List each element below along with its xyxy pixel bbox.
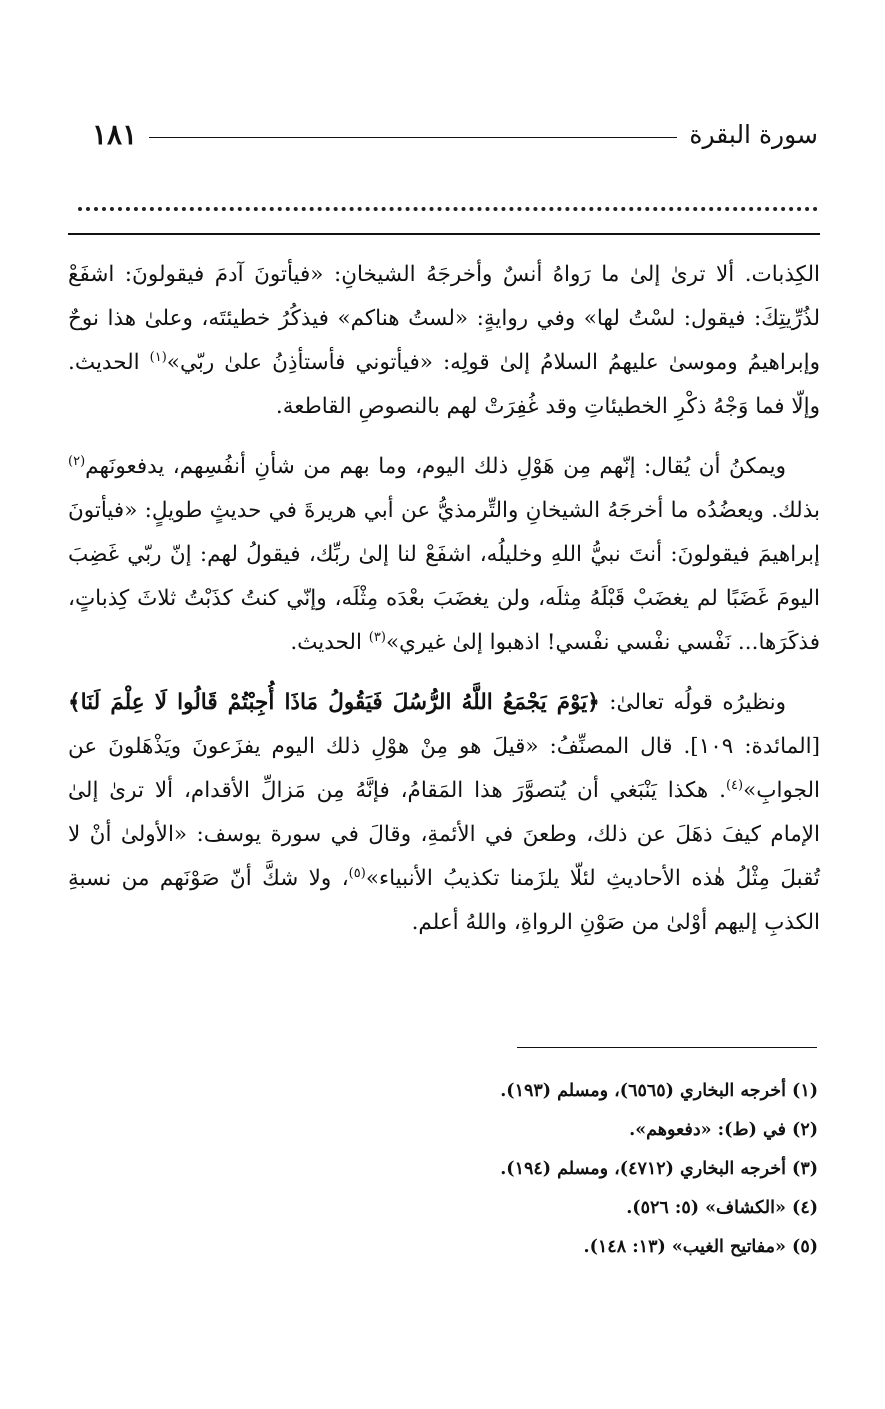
footnote-2: (٢) في (ط): «دفعوهم». xyxy=(629,1120,818,1140)
footnote-rule xyxy=(517,1047,817,1048)
footnotes xyxy=(68,1072,818,1267)
footnote-1: (١) أخرجه البخاري (٦٥٦٥)، ومسلم (١٩٣). xyxy=(500,1081,818,1101)
footnote-ref[interactable]: (١) xyxy=(149,349,167,365)
paragraph-1: الكِذبات. ألا ترىٰ إلىٰ ما رَواهُ أنسٌ وأخرجَهُ الشيخانِ: «فيأتونَ آدمَ فيقولونَ: اشفَعْ لذُرِّيتِكَ: فيقول: لسْتُ لها» وفي روايةٍ: «لستُ هناكم» فيذكُرُ خطيئتَه، وعلىٰ هذا نوحٌ وإبراهيمُ وموسىٰ عليهمُ السلامُ إلىٰ قولِه: «فيأتوني فأستأذِنُ علىٰ ربّي»$^{(١)}$ الحديث. وإلّا فما وَجْهُ ذكْرِ الخطيئاتِ وقد غُفِرَتْ لهم بالنصوصِ القاطعة. xyxy=(68,262,820,419)
running-header xyxy=(92,114,818,154)
surah-title: سورة البقرة xyxy=(689,119,818,149)
main-text xyxy=(68,253,820,961)
quran-verse: ﴿يَوْمَ يَجْمَعُ اللَّهُ الرُّسُلَ فَيَقُولُ مَاذَا أُجِبْتُمْ قَالُوا لَا عِلْمَ لَنَا﴾ xyxy=(68,690,600,715)
paragraph-3: ونظيرُه قولُه تعالىٰ: ﴿يَوْمَ يَجْمَعُ اللَّهُ الرُّسُلَ فَيَقُولُ مَاذَا أُجِبْتُمْ قَالُوا لَا عِلْمَ لَنَا﴾ [المائدة: ١٠٩]. قال المصنِّفُ: «قيلَ هو مِنْ هوْلِ ذلك اليوم يفزَعونَ ويَذْهَلونَ عن الجوابِ»$^{(٤)}$. هكذا يَنْبَغي أن يُتصوَّرَ هذا المَقامُ، فإنَّهُ مِن مَزالِّ الأقدام، ألا ترىٰ إلىٰ الإمام كيفَ ذهَلَ عن ذلك، وطعنَ في الأئمةِ، وقالَ في سورة يوسف: «الأولىٰ أنْ لا تُقبلَ مِثْلُ هٰذه الأحاديثِ لئلّا يلزَمنا تكذيبُ الأنبياء»$^{(٥)}$، ولا شكَّ أنّ صَوْنَهم من نسبةِ الكذبِ إليهم أوْلىٰ من صَوْنِ الرواةِ، واللهُ أعلم. xyxy=(68,690,820,935)
footnote-3: (٣) أخرجه البخاري (٤٧١٢)، ومسلم (١٩٤). xyxy=(500,1159,818,1179)
footnote-4: (٤) «الكشاف» (٥: ٥٢٦). xyxy=(626,1198,818,1218)
paragraph-2: ويمكنُ أن يُقال: إنّهم مِن هَوْلِ ذلك اليوم، وما بهم من شأنِ أنفُسِهم، يدفعونَهم$^{(٢)}$ بذلك. ويعضُدُه ما أخرجَهُ الشيخانِ والتِّرمذيُّ عن أبي هريرةَ في حديثٍ طويلٍ: «فيأتونَ إبراهيمَ فيقولونَ: أنتَ نبيُّ اللهِ وخليلُه، اشفَعْ لنا إلىٰ ربِّك، فيقولُ لهم: إنّ ربّي غَضِبَ اليومَ غَضَبًا لم يغضَبْ قَبْلَهُ مِثلَه، ولن يغضَبَ بعْدَه مِثْلَه، وإنّي كنتُ كذَبْتُ ثلاثَ كِذباتٍ، فذكَرَها... نَفْسي نفْسي نفْسي! اذهبوا إلىٰ غيري»$^{(٣)}$ الحديث. xyxy=(68,453,820,655)
header-rule xyxy=(149,137,677,138)
footnote-ref[interactable]: (٥) xyxy=(348,865,366,881)
footnote-5: (٥) «مفاتيح الغيب» (١٣: ١٤٨). xyxy=(583,1237,818,1257)
footnote-ref[interactable]: (٢) xyxy=(68,453,86,469)
text-top-rule xyxy=(68,233,820,235)
page-number: ١٨١ xyxy=(92,117,138,151)
footnote-ref[interactable]: (٣) xyxy=(368,629,386,645)
dotted-separator xyxy=(78,197,818,211)
footnote-ref[interactable]: (٤) xyxy=(725,777,744,793)
